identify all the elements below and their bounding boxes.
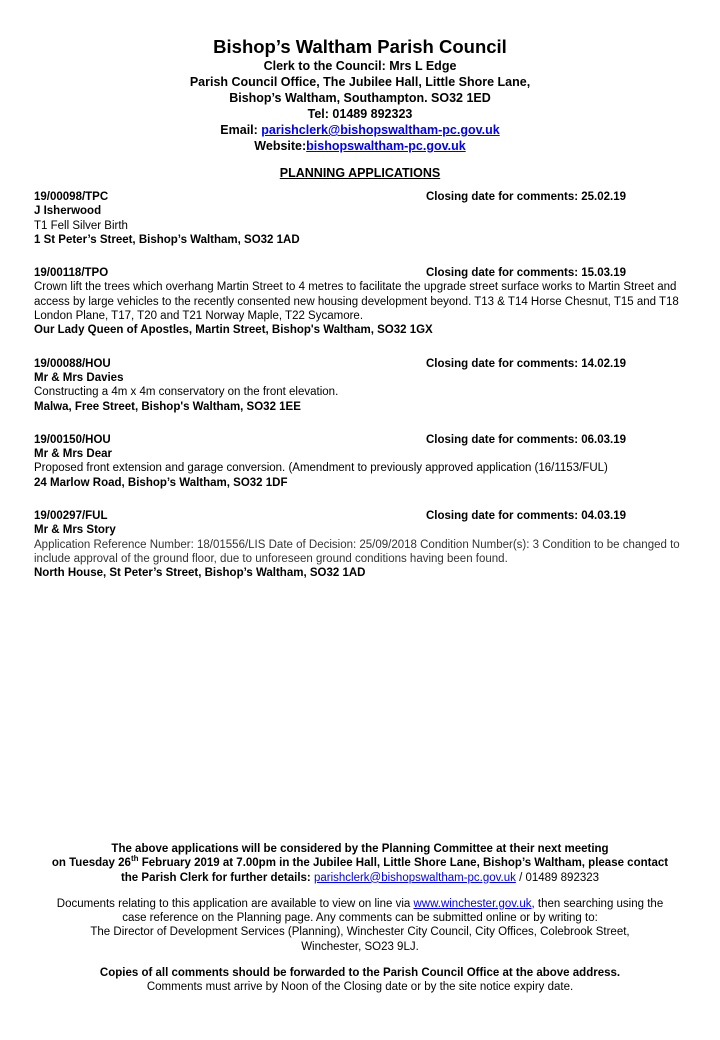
meeting-notice-line-2 xyxy=(34,856,686,870)
document-page xyxy=(34,36,686,600)
date-suffix: th xyxy=(130,854,139,864)
applications-list xyxy=(34,190,686,581)
closing-date: Closing date for comments: 25.02.19 xyxy=(426,191,627,203)
application-description: Constructing a 4m x 4m conservatory on the front elevation. xyxy=(34,386,339,399)
closing-date: Closing date for comments: 14.02.19 xyxy=(426,357,627,370)
copies-notice: Copies of all comments should be forwarded to the Parish Council Office at the above address. xyxy=(99,967,621,980)
documents-text: Documents relating to this application are available to view on line via xyxy=(56,897,414,910)
application-description: Application Reference Number: 18/01556/LIS Date of Decision: 25/09/2018 Condition Number(s): 3 Condition to be changed to include approval of the ground floor, due to unforeseen ground conditions having been found. xyxy=(34,538,680,565)
meeting-notice-line-1: The above applications will be considered by the Planning Committee at their next meeting xyxy=(111,843,609,855)
application-ref: 19/00088/HOU xyxy=(34,357,111,370)
applicant-name: J Isherwood xyxy=(34,205,102,218)
email-line xyxy=(34,122,686,138)
section-title: PLANNING APPLICATIONS xyxy=(279,166,441,180)
application-description: T1 Fell Silver Birth xyxy=(34,219,128,232)
application-item xyxy=(34,190,686,247)
website-link[interactable]: bishopswaltham-pc.gov.uk xyxy=(306,139,466,153)
closing-date: Closing date for comments: 15.03.19 xyxy=(426,267,627,280)
application-address: Malwa, Free Street, Bishop's Waltham, SO32 1EE xyxy=(34,400,301,413)
application-ref: 19/00297/FUL xyxy=(34,510,108,523)
email-link[interactable]: parishclerk@bishopswaltham-pc.gov.uk xyxy=(261,123,500,137)
application-address: North House, St Peter’s Street, Bishop’s Waltham, SO32 1AD xyxy=(34,567,366,580)
footer-notice xyxy=(34,842,686,995)
application-item xyxy=(34,509,686,580)
applicant-name: Mr & Mrs Story xyxy=(34,524,116,537)
footer-telephone: / 01489 892323 xyxy=(515,871,600,884)
website-line xyxy=(34,138,686,154)
application-ref: 19/00150/HOU xyxy=(34,433,111,446)
documents-line-2: case reference on the Planning page. Any comments can be submitted online or by writing to: xyxy=(122,912,598,925)
meeting-date-start: on Tuesday 26 xyxy=(51,857,131,870)
winchester-link[interactable]: www.winchester.gov.uk xyxy=(413,897,532,910)
address-line-1: Parish Council Office, The Jubilee Hall, Little Shore Lane, xyxy=(189,75,531,89)
documents-text-cont: , then searching using the xyxy=(531,897,664,910)
application-ref: 19/00098/TPC xyxy=(34,191,109,203)
application-address: 24 Marlow Road, Bishop’s Waltham, SO32 1DF xyxy=(34,476,288,489)
footer-email-link[interactable]: parishclerk@bishopswaltham-pc.gov.uk xyxy=(313,871,516,884)
letterhead xyxy=(34,36,686,154)
application-item xyxy=(34,433,686,490)
application-description: Proposed front extension and garage conversion. (Amendment to previously approved application (16/1153/FUL) xyxy=(34,462,608,475)
application-ref: 19/00118/TPO xyxy=(34,267,109,280)
documents-line-4: Winchester, SO23 9LJ. xyxy=(301,940,419,953)
application-item xyxy=(34,266,686,337)
email-label: Email: xyxy=(220,123,262,137)
application-item xyxy=(34,357,686,414)
documents-line-1 xyxy=(34,897,686,911)
meeting-date-rest: February 2019 at 7.00pm in the Jubilee Hall, Little Shore Lane, Bishop’s Waltham, please contact xyxy=(138,857,669,870)
closing-date: Closing date for comments: 04.03.19 xyxy=(426,510,627,523)
applicant-name: Mr & Mrs Dear xyxy=(34,448,112,461)
website-label: Website: xyxy=(254,139,307,153)
documents-line-3: The Director of Development Services (Planning), Winchester City Council, City Offices, Colebrook Street, xyxy=(90,926,630,939)
meeting-notice-line-3 xyxy=(34,871,686,885)
telephone-line: Tel: 01489 892323 xyxy=(307,107,413,121)
contact-text: the Parish Clerk for further details: xyxy=(120,871,314,884)
council-name: Bishop’s Waltham Parish Council xyxy=(213,36,507,57)
application-address: Our Lady Queen of Apostles, Martin Street, Bishop's Waltham, SO32 1GX xyxy=(34,324,433,337)
address-line-2: Bishop’s Waltham, Southampton. SO32 1ED xyxy=(229,91,491,105)
applicant-name: Mr & Mrs Davies xyxy=(34,371,124,384)
application-address: 1 St Peter’s Street, Bishop’s Waltham, SO32 1AD xyxy=(34,233,300,246)
closing-date: Closing date for comments: 06.03.19 xyxy=(426,433,627,446)
application-description: Crown lift the trees which overhang Martin Street to 4 metres to facilitate the upgrade street surface works to Martin Street and access by large vehicles to the recently consented new housing development beyond. T13 & T14 Horse Chesnut, T15 and T18 London Plane, T17, T20 and T21 Norway Maple, T22 Sycamore. xyxy=(34,281,679,323)
deadline-notice: Comments must arrive by Noon of the Closing date or by the site notice expiry date. xyxy=(146,981,574,994)
clerk-line: Clerk to the Council: Mrs L Edge xyxy=(263,59,457,73)
